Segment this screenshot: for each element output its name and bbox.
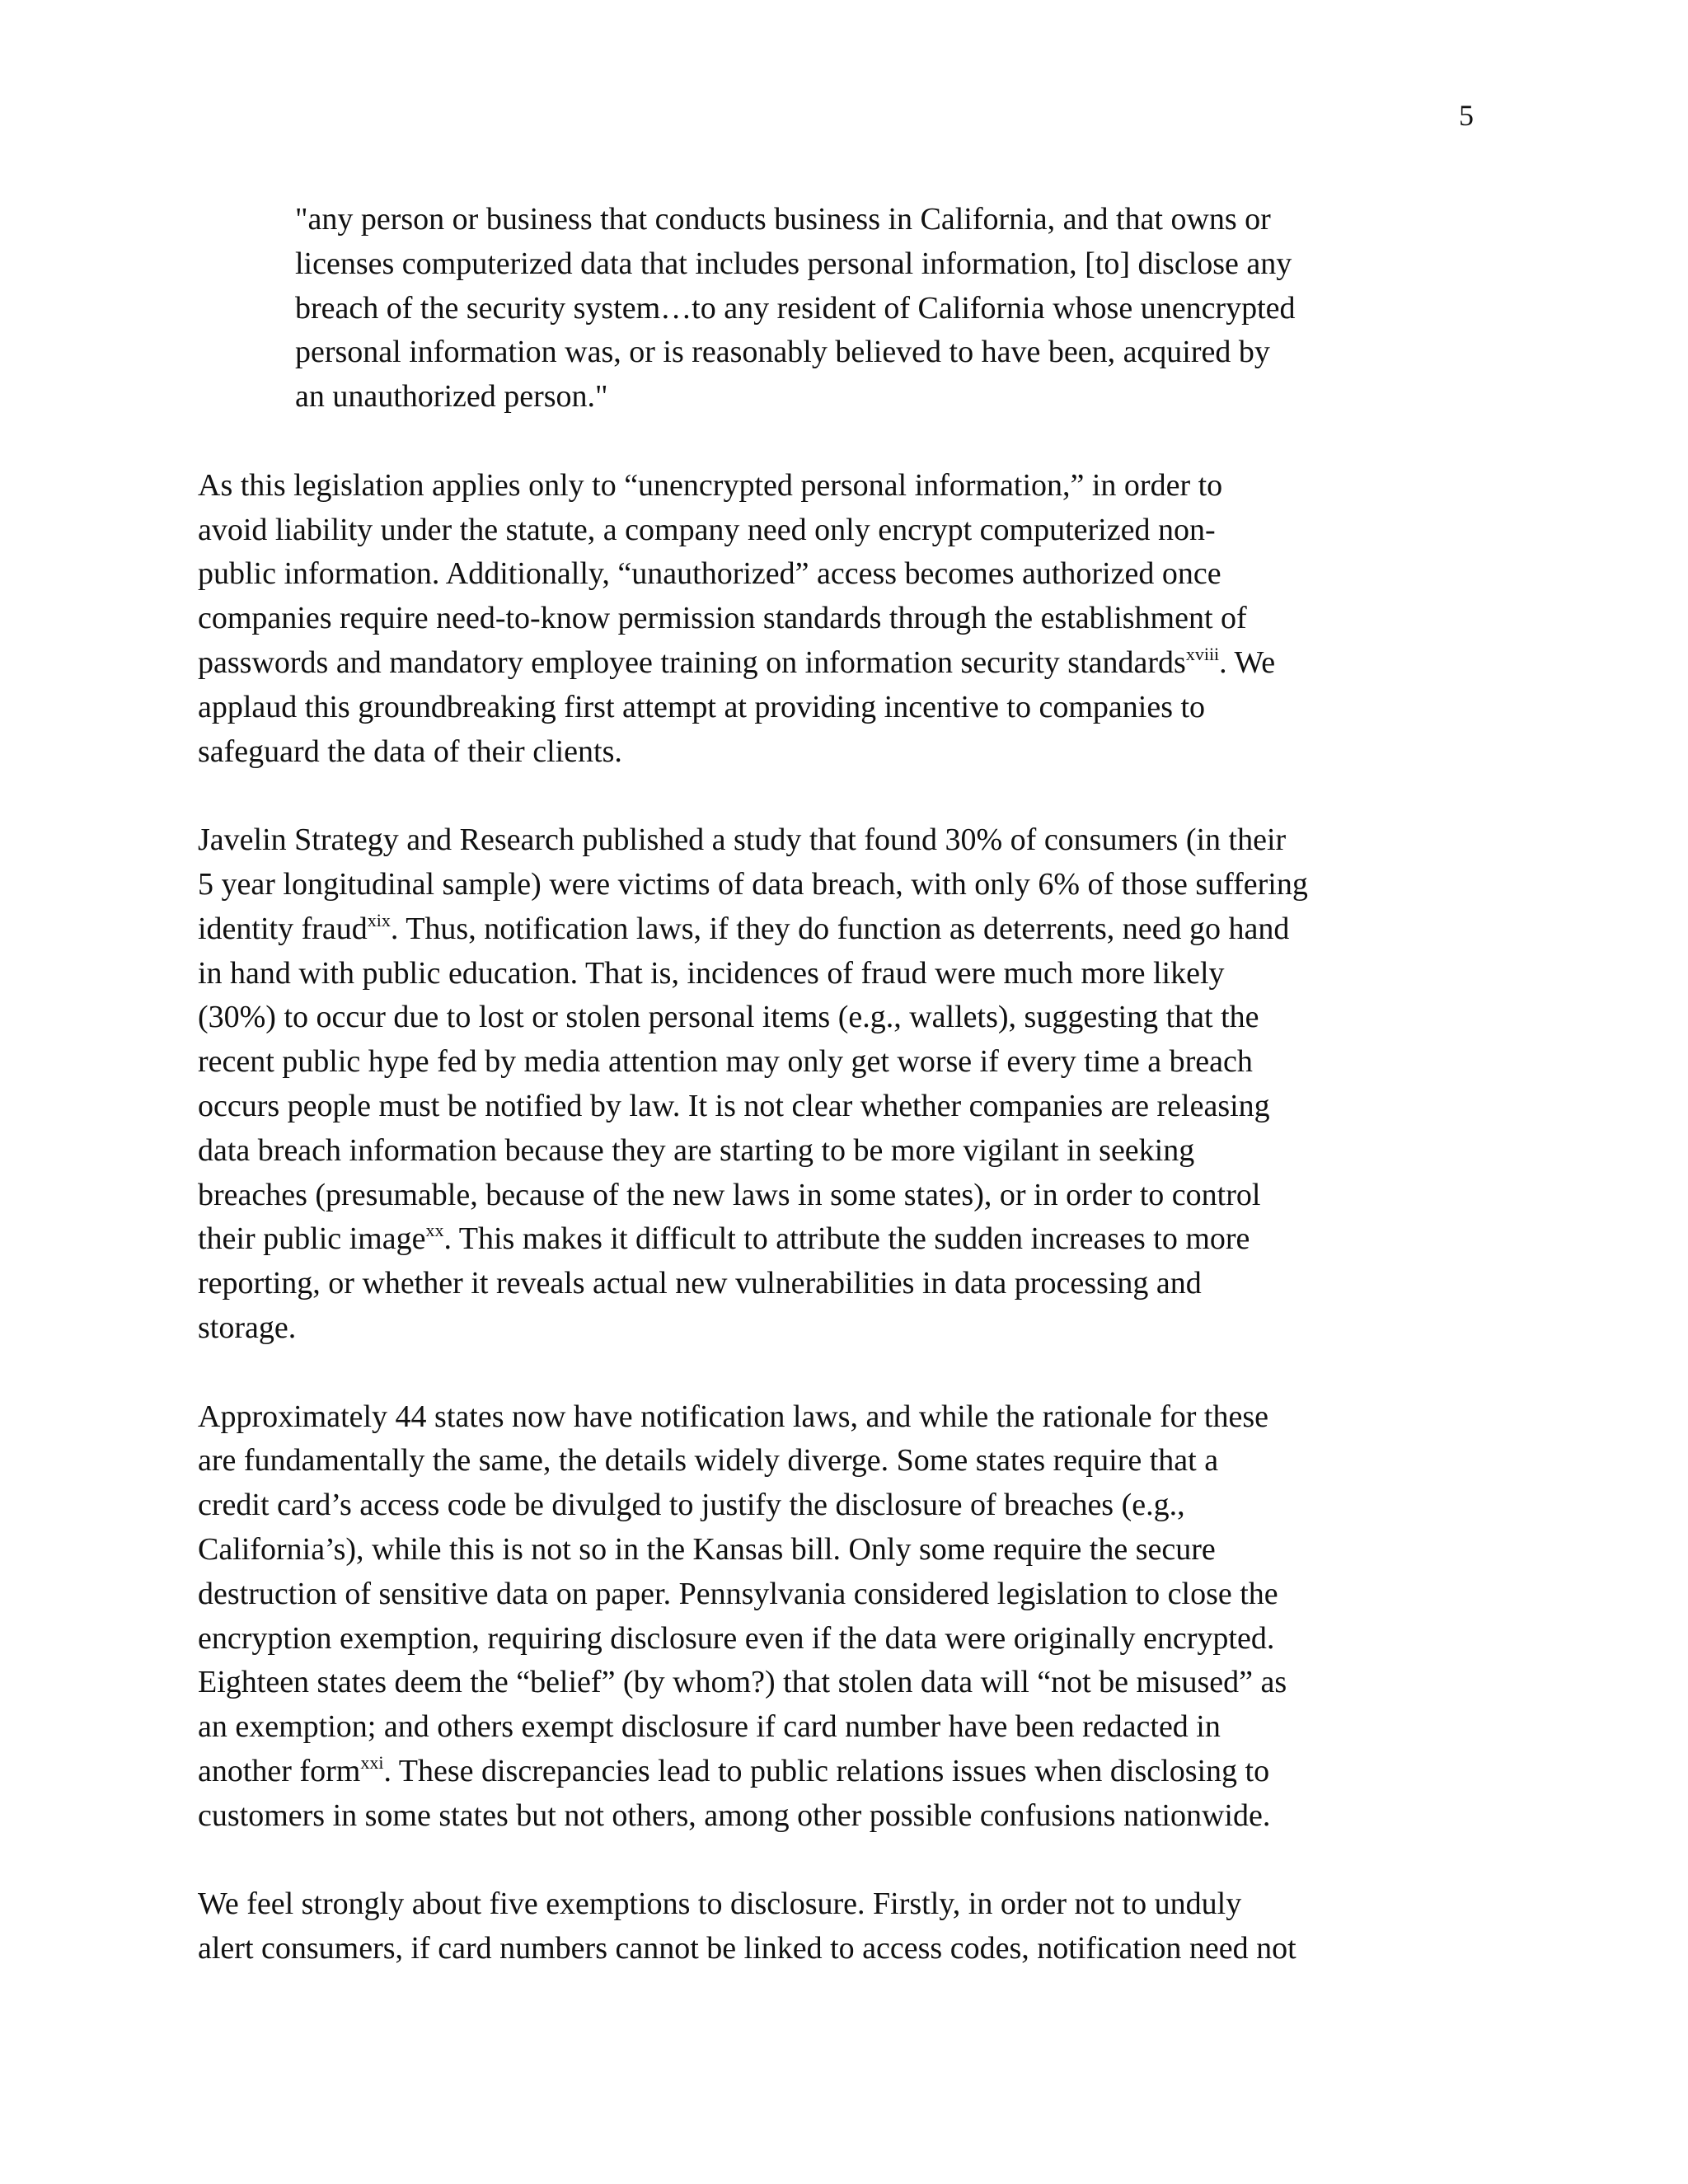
paragraph-text: another form [198,1753,361,1788]
paragraph-encryption-liability [198,464,1484,775]
paragraph-line: safeguard the data of their clients. [198,733,622,769]
paragraph-text: . These discrepancies lead to public relations issues when disclosing to [383,1753,1270,1788]
paragraph-line: 5 year longitudinal sample) were victims of data breach, with only 6% of those suffering [198,866,1308,902]
paragraph-line-with-endnote [198,641,1484,686]
paragraph-line: avoid liability under the statute, a company need only encrypt computerized non- [198,512,1216,547]
paragraph-text: . We [1219,644,1276,680]
paragraph-line: applaud this groundbreaking first attempt at providing incentive to companies to [198,689,1206,724]
paragraph-line: an exemption; and others exempt disclosure if card number have been redacted in [198,1709,1221,1745]
paragraph-text: identity fraud [198,911,368,946]
paragraph-line: customers in some states but not others, among other possible confusions nationwide. [198,1797,1271,1833]
paragraph-line: data breach information because they are starting to be more vigilant in seeking [198,1132,1195,1168]
endnote-ref-xx: xx [425,1220,444,1241]
paragraph-line: in hand with public education. That is, incidences of fraud were much more likely [198,955,1225,991]
paragraph-line-with-endnote [198,1217,1484,1262]
paragraph-line: occurs people must be notified by law. It is not clear whether companies are releasing [198,1088,1270,1123]
paragraph-line: As this legislation applies only to “unencrypted personal information,” in order to [198,467,1223,503]
paragraph-text: . Thus, notification laws, if they do function as deterrents, need go hand [390,911,1290,946]
paragraph-five-exemptions [198,1882,1484,1971]
paragraph-line: recent public hype fed by media attention may only get worse if every time a breach [198,1044,1253,1080]
quote-line: "any person or business that conducts business in California, and that owns or [295,202,1271,237]
paragraph-line-with-endnote [198,1750,1484,1794]
paragraph-text: . This makes it difficult to attribute the sudden increases to more [443,1221,1250,1257]
endnote-ref-xviii: xviii [1185,643,1220,664]
paragraph-line: companies require need-to-know permission standards through the establishment of [198,601,1247,636]
document-body [198,198,1484,1971]
paragraph-line: encryption exemption, requiring disclosure even if the data were originally encrypted. [198,1620,1275,1656]
paragraph-line: credit card’s access code be divulged to justify the disclosure of breaches (e.g., [198,1488,1185,1523]
paragraph-line: We feel strongly about five exemptions to disclosure. Firstly, in order not to unduly [198,1886,1242,1922]
paragraph-line: California’s), while this is not so in the Kansas bill. Only some require the secure [198,1531,1216,1567]
paragraph-line: breaches (presumable, because of the new laws in some states), or in order to control [198,1177,1261,1212]
paragraph-line-with-endnote [198,907,1484,952]
paragraph-javelin-study [198,818,1484,1351]
paragraph-line: Javelin Strategy and Research published a study that found 30% of consumers (in their [198,823,1287,858]
page-number: 5 [1459,99,1474,132]
paragraph-line: Eighteen states deem the “belief” (by whom?) that stolen data will “not be misused” as [198,1665,1287,1700]
paragraph-line: destruction of sensitive data on paper. Pennsylvania considered legislation to close the [198,1576,1278,1611]
paragraph-line: public information. Additionally, “unauthorized” access becomes authorized once [198,556,1221,592]
paragraph-state-laws [198,1395,1484,1839]
quote-line: breach of the security system…to any resident of California whose unencrypted [295,290,1296,326]
paragraph-text: their public image [198,1221,426,1257]
endnote-ref-xix: xix [367,909,391,930]
paragraph-text: passwords and mandatory employee training on information security standards [198,644,1186,680]
quote-line: personal information was, or is reasonably believed to have been, acquired by [295,335,1270,370]
endnote-ref-xxi: xxi [360,1751,384,1773]
statute-quote-block [198,198,1484,419]
quote-line: an unauthorized person." [295,379,608,415]
paragraph-line: are fundamentally the same, the details widely diverge. Some states require that a [198,1443,1219,1479]
paragraph-line: Approximately 44 states now have notification laws, and while the rationale for these [198,1399,1269,1434]
paragraph-line: storage. [198,1310,297,1345]
quote-line: licenses computerized data that includes personal information, [to] disclose any [295,246,1292,281]
paragraph-line: reporting, or whether it reveals actual new vulnerabilities in data processing and [198,1266,1202,1301]
paragraph-line: (30%) to occur due to lost or stolen personal items (e.g., wallets), suggesting that the [198,1000,1259,1035]
paragraph-line: alert consumers, if card numbers cannot be linked to access codes, notification need not [198,1931,1296,1966]
